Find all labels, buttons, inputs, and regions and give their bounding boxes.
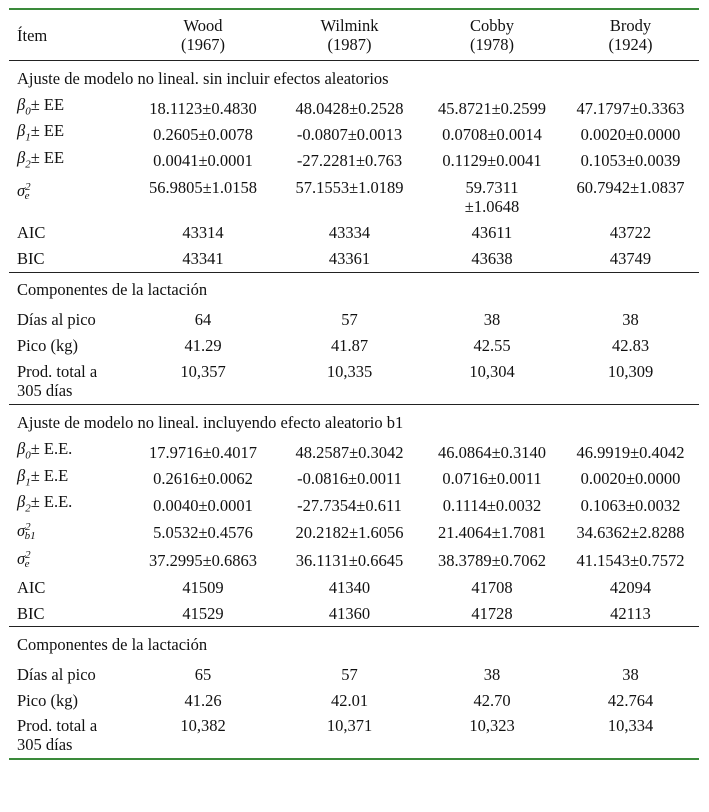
model-header-wilmink <box>277 9 422 61</box>
cell-value: 20.2182±1.6056 <box>295 522 404 542</box>
cell-value: 41.1543±0.7572 <box>576 550 685 570</box>
model-year: (1967) <box>181 35 225 54</box>
cell-value: 38 <box>483 664 501 684</box>
cell-value: 10,335 <box>326 361 373 381</box>
row-label: Pico (kg) <box>17 336 78 356</box>
cell-value: 43638 <box>471 249 513 269</box>
cell-value: -0.0816±0.0011 <box>297 469 402 489</box>
cell-value: 41708 <box>471 577 513 597</box>
cell-value: 0.0041±0.0001 <box>153 151 253 171</box>
section-title: Ajuste de modelo no lineal. sin incluir efectos aleatorios <box>9 61 699 96</box>
row-label: Pico (kg) <box>17 690 78 710</box>
model-name: Wilmink <box>320 16 379 35</box>
cell-value: 38 <box>622 310 639 330</box>
table-row <box>9 687 699 713</box>
cell-value: 0.1063±0.0032 <box>580 495 681 515</box>
cell-value: 47.1797±0.3363 <box>576 98 685 118</box>
row-label-line: Prod. total a <box>17 716 98 736</box>
row-label: $\beta_2\pm E.E$. <box>17 491 73 515</box>
cell-value: 10,323 <box>422 713 562 759</box>
table-row <box>9 661 699 687</box>
cell-value: 43722 <box>609 223 652 243</box>
model-name: Brody <box>609 16 652 35</box>
cell-value: 36.1131±0.6645 <box>295 550 404 570</box>
cell-value: 57 <box>341 664 358 684</box>
row-label: $\beta_1\pm E.E$ <box>17 465 69 488</box>
cell-value: 42.764 <box>607 690 654 710</box>
table-row <box>9 121 699 147</box>
model-year: (1987) <box>327 35 372 54</box>
table-row <box>9 439 699 465</box>
item-header: Ítem <box>9 9 129 61</box>
row-label: $\beta_2\pm$ EE <box>17 147 65 170</box>
model-header-brody <box>562 9 699 61</box>
cell-value: 41340 <box>328 577 371 597</box>
row-label: $\sigma^2_e$ <box>17 180 31 202</box>
model-name: Cobby <box>469 16 514 35</box>
cell-value: 18.1123±0.4830 <box>149 98 257 118</box>
row-label: $\beta_0\pm E.E$. <box>17 439 73 462</box>
row-label-line: Prod. total a <box>17 361 98 381</box>
section-title: Componentes de la lactación <box>9 627 699 662</box>
cell-value: 10,334 <box>562 713 699 759</box>
table-row <box>9 307 699 333</box>
cell-value: 48.2587±0.3042 <box>295 443 404 463</box>
row-label: AIC <box>17 577 46 597</box>
cell-value: 42.83 <box>611 336 650 356</box>
header-row <box>9 9 699 61</box>
cell-value: 43749 <box>609 249 652 269</box>
row-label: $\sigma^2_{b1}$ <box>17 521 36 543</box>
cell-value: 42.55 <box>473 336 511 356</box>
cell-value: 65 <box>194 664 212 684</box>
cell-value: 0.1129±0.0041 <box>442 151 542 171</box>
cell-value: 57 <box>341 310 358 330</box>
table-row <box>9 600 699 627</box>
cell-value: 10,309 <box>607 361 654 381</box>
section-title-row <box>9 61 699 96</box>
table-row <box>9 95 699 121</box>
model-header-cobby <box>422 9 562 61</box>
cell-value: 41728 <box>471 603 513 623</box>
cell-value-line: 59.7311 <box>465 177 519 197</box>
cell-value: 0.2605±0.0078 <box>153 124 253 144</box>
cell-value: 0.0708±0.0014 <box>442 124 542 144</box>
cell-value: 34.6362±2.8288 <box>576 522 685 542</box>
cell-value: 10,371 <box>277 713 422 759</box>
cell-value: 0.0716±0.0011 <box>442 469 542 489</box>
table-row <box>9 713 699 759</box>
cell-value: 60.7942±1.0837 <box>576 177 685 197</box>
cell-value: 0.1053±0.0039 <box>580 151 681 171</box>
cell-value: 0.1114±0.0032 <box>442 495 542 515</box>
cell-value: 56.9805±1.0158 <box>148 177 258 197</box>
row-label-line: 305 días <box>17 735 73 755</box>
cell-value: 42.01 <box>330 690 369 710</box>
cell-value: 17.9716±0.4017 <box>148 443 258 463</box>
cell-value: 41.26 <box>184 690 222 710</box>
cell-value: 43611 <box>471 223 513 243</box>
cell-value: 46.0864±0.3140 <box>437 443 547 463</box>
lactation-models-table <box>9 8 699 760</box>
cell-value: 10,382 <box>129 713 277 759</box>
table-row <box>9 492 699 518</box>
cell-value <box>422 174 562 220</box>
model-year: (1978) <box>470 35 514 54</box>
model-name: Wood <box>183 16 223 35</box>
cell-value: 48.0428±0.2528 <box>295 98 404 118</box>
table-row <box>9 220 699 246</box>
cell-value: 10,357 <box>180 361 226 381</box>
cell-value: 42113 <box>610 603 651 623</box>
cell-value-line: ±1.0648 <box>464 196 520 216</box>
row-label: $\sigma^2_e$ <box>17 549 31 571</box>
table-row <box>9 574 699 600</box>
row-label: Días al pico <box>17 664 96 684</box>
cell-value: 41.87 <box>330 336 369 356</box>
table-row <box>9 518 699 546</box>
cell-value: 38.3789±0.7062 <box>437 550 547 570</box>
cell-value: 42094 <box>609 577 652 597</box>
cell-value: 57.1553±1.0189 <box>295 177 404 197</box>
row-label <box>9 713 129 759</box>
table-row <box>9 333 699 359</box>
cell-value: -27.7354±0.611 <box>297 495 402 515</box>
section-title: Componentes de la lactación <box>9 272 699 307</box>
cell-value: 41.29 <box>184 336 222 356</box>
row-label: BIC <box>17 603 45 623</box>
row-label: BIC <box>17 249 45 269</box>
cell-value: -27.2281±0.763 <box>296 151 403 171</box>
cell-value: 43314 <box>182 223 224 243</box>
cell-value: 41529 <box>182 603 224 623</box>
cell-value: 43361 <box>328 249 371 269</box>
table-row <box>9 246 699 273</box>
row-label-line: 305 días <box>17 380 73 400</box>
cell-value: 64 <box>194 310 212 330</box>
cell-value: 0.0020±0.0000 <box>580 124 681 144</box>
cell-value: 46.9919±0.4042 <box>576 443 685 463</box>
table-row <box>9 174 699 220</box>
cell-value: 42.70 <box>473 690 511 710</box>
cell-value: 43341 <box>182 249 224 269</box>
section-title: Ajuste de modelo no lineal. incluyendo efecto aleatorio b1 <box>9 405 699 440</box>
row-label <box>9 359 129 405</box>
cell-value: 10,304 <box>469 361 515 381</box>
section-title-row <box>9 627 699 662</box>
model-header-wood <box>129 9 277 61</box>
cell-value: 0.0020±0.0000 <box>580 469 681 489</box>
cell-value: 0.2616±0.0062 <box>153 469 253 489</box>
cell-value: 41509 <box>182 577 224 597</box>
cell-value: 38 <box>483 310 501 330</box>
cell-value: 5.0532±0.4576 <box>153 522 253 542</box>
cell-value: 38 <box>622 664 639 684</box>
section-title-row <box>9 405 699 440</box>
cell-value: 0.0040±0.0001 <box>153 495 253 515</box>
row-label: AIC <box>17 223 46 243</box>
row-label: $\beta_1\pm$ EE <box>17 121 65 144</box>
model-year: (1924) <box>608 35 653 54</box>
cell-value: 37.2995±0.6863 <box>148 550 258 570</box>
table-row <box>9 546 699 574</box>
cell-value: 43334 <box>328 223 371 243</box>
cell-value: 41360 <box>328 603 371 623</box>
section-title-row <box>9 272 699 307</box>
table-row <box>9 466 699 492</box>
table-row <box>9 148 699 174</box>
cell-value: 21.4064±1.7081 <box>437 522 547 542</box>
cell-value: 45.8721±0.2599 <box>437 98 547 118</box>
row-label: Días al pico <box>17 310 96 330</box>
cell-value: -0.0807±0.0013 <box>296 124 403 144</box>
row-label: $\beta_0\pm$ EE <box>17 95 65 118</box>
table-row <box>9 359 699 405</box>
